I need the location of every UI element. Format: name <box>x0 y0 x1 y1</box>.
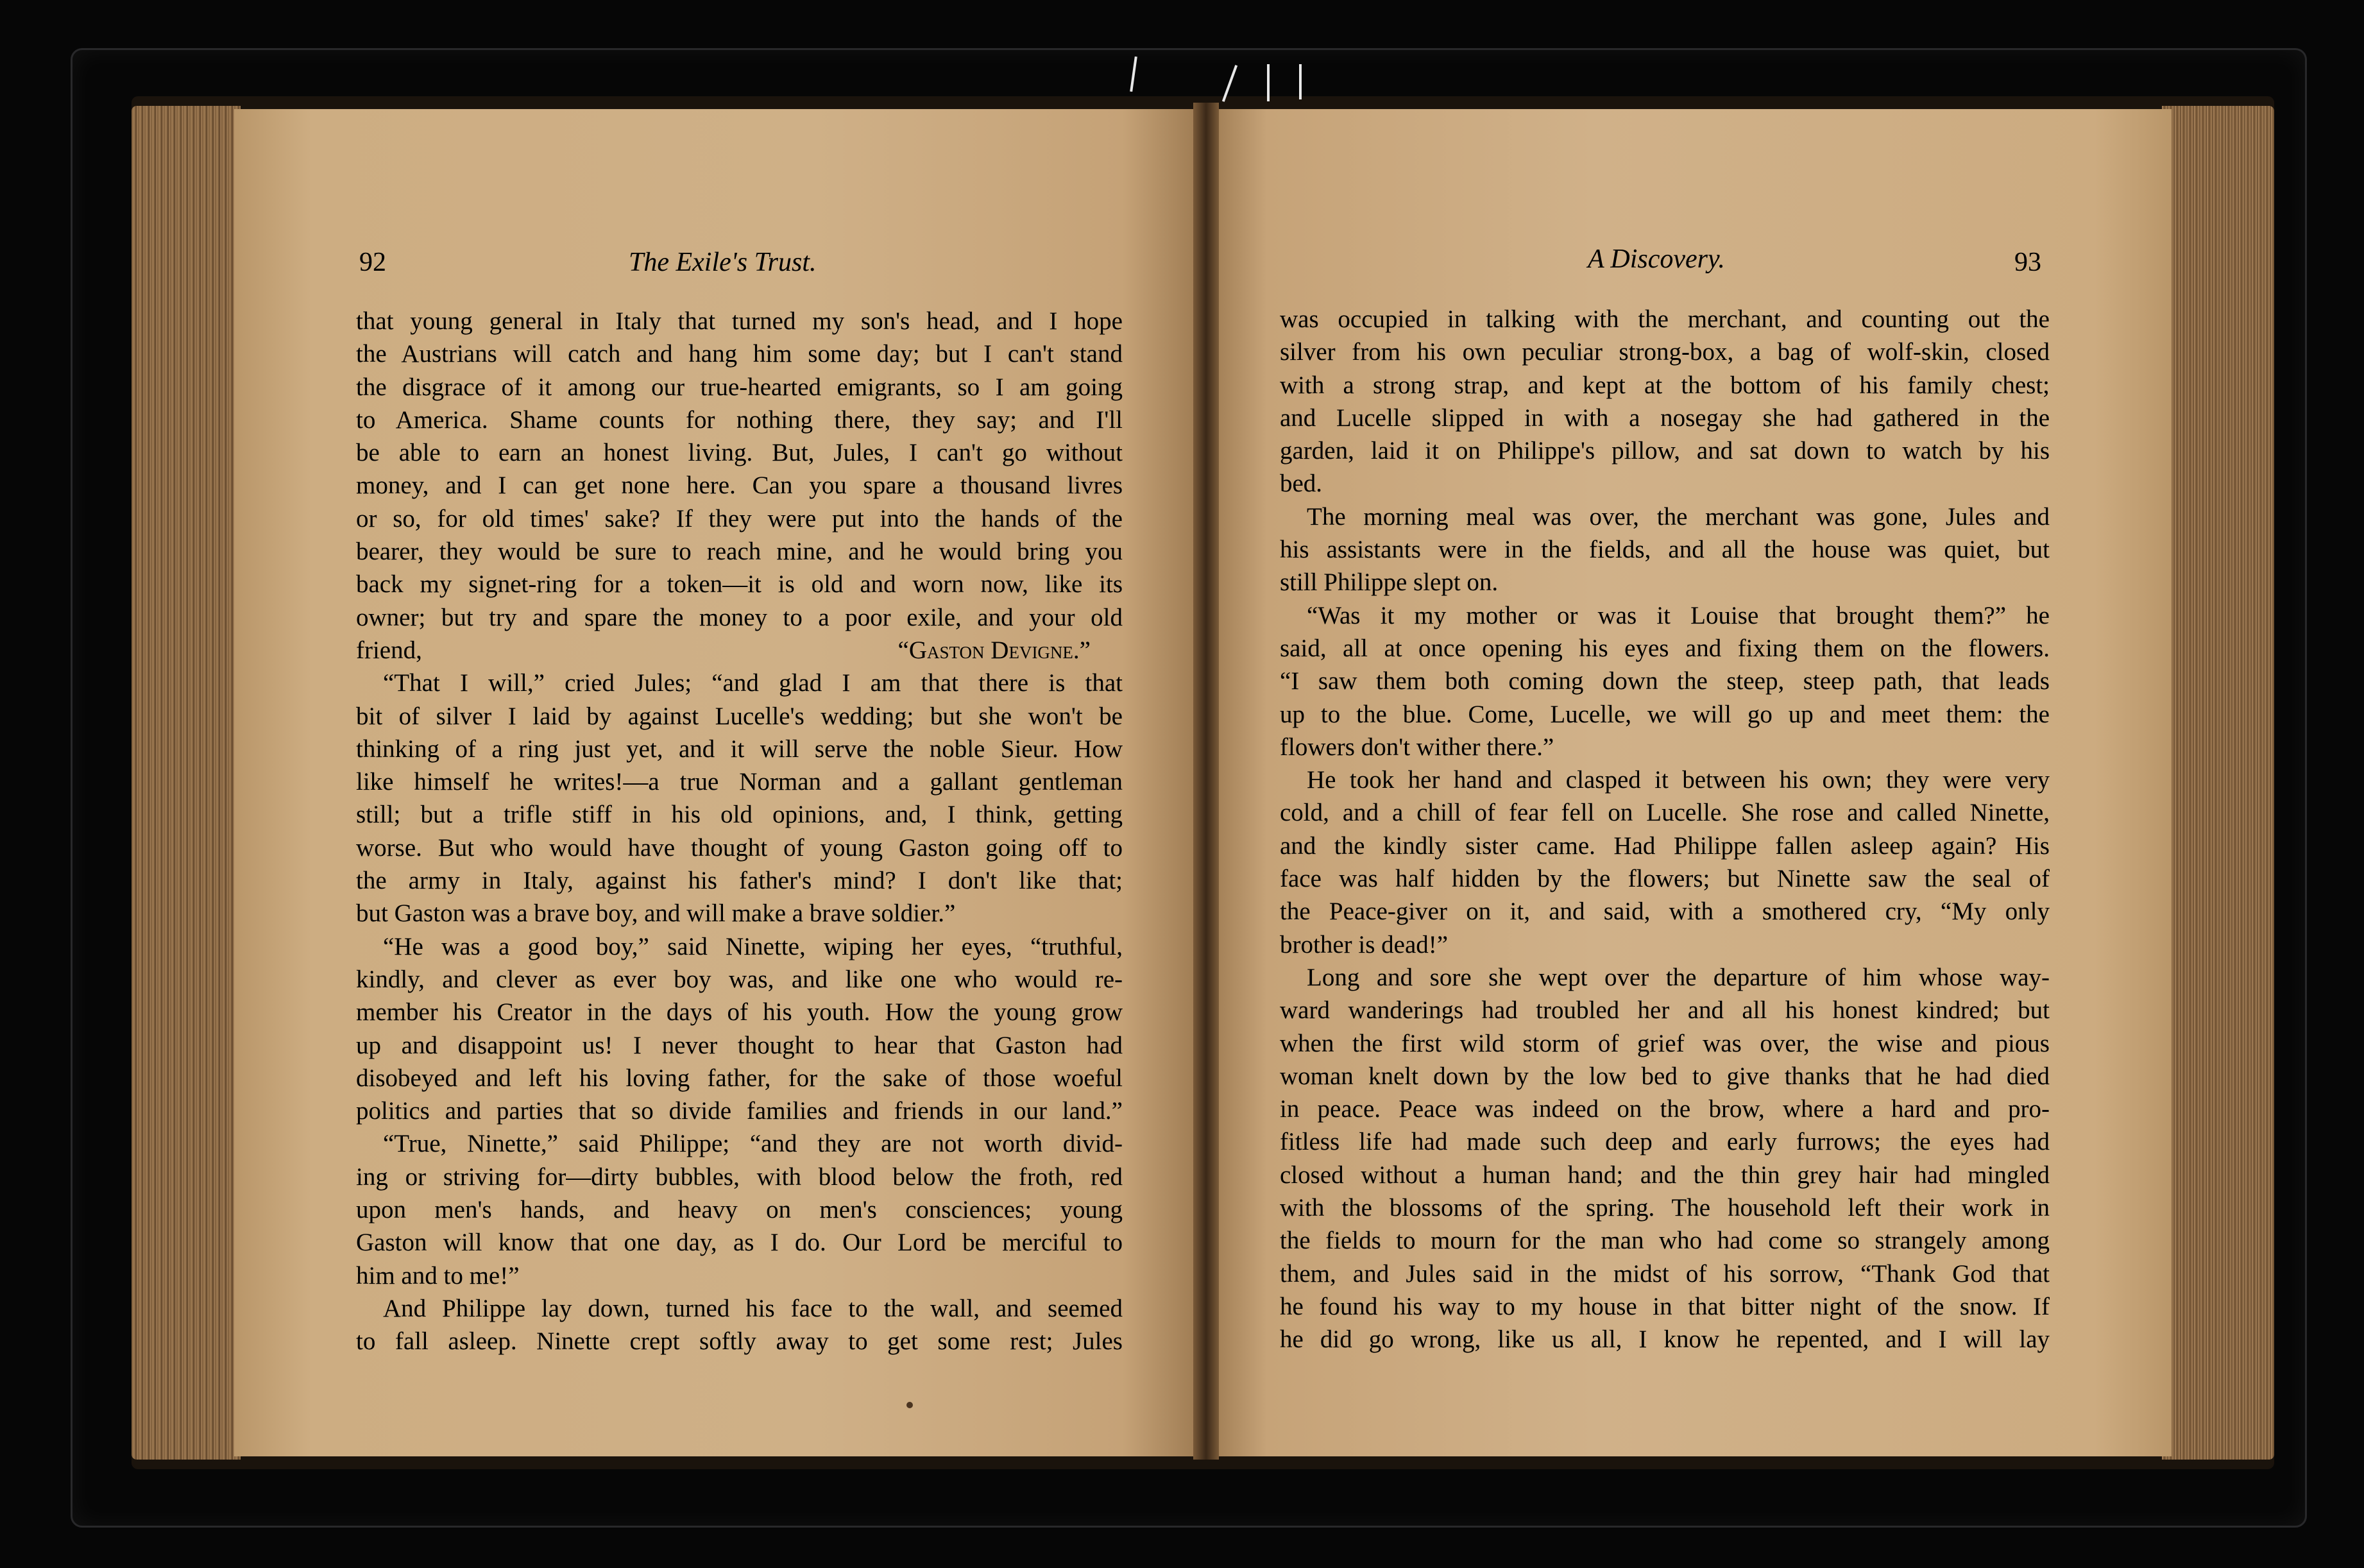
page-edges-left <box>132 106 241 1460</box>
text-line: And Philippe lay down, turned his face to the wall, and seemed <box>383 1294 1123 1322</box>
text-line: with the blossoms of the spring. The household left their work in <box>1280 1194 2050 1222</box>
running-title: A Discovery. <box>1588 244 1725 274</box>
book-gutter <box>1193 103 1219 1460</box>
signature-line <box>356 634 1123 667</box>
text-line: Long and sore she wept over the departure of him whose way- <box>1307 963 2050 991</box>
text-line: “Was it my mother or was it Louise that brought them?” he <box>1307 601 2050 629</box>
text-line: “He was a good boy,” said Ninette, wiping her eyes, “truthful, <box>383 932 1123 960</box>
text-line: the fields to mourn for the man who had come so strangely among <box>1280 1227 2050 1255</box>
text-line: worse. But who would have thought of young Gaston going off to <box>356 833 1123 862</box>
text-line: the disgrace of it among our true-hearted emigrants, so I am going <box>356 373 1123 401</box>
text-line: with a strong strap, and kept at the bottom of his family chest; <box>1280 371 2050 399</box>
text-line: was occupied in talking with the merchant, and counting out the <box>1280 305 2050 333</box>
text-line: said, all at once opening his eyes and fixing them on the flowers. <box>1280 634 2050 662</box>
text-line: and Lucelle slipped in with a nosegay she had gathered in the <box>1280 404 2050 432</box>
text-line: bit of silver I laid by against Lucelle's wedding; but she won't be <box>356 702 1123 730</box>
text-line: to America. Shame counts for nothing there, they say; and I'll <box>356 405 1123 434</box>
text-line: upon men's hands, and heavy on men's consciences; young <box>356 1196 1123 1224</box>
text-line: to fall asleep. Ninette crept softly away to get some rest; Jules <box>356 1327 1123 1356</box>
text-line: in peace. Peace was indeed on the brow, where a hard and pro- <box>1280 1095 2050 1123</box>
text-line: he found his way to my house in that bitter night of the snow. If <box>1280 1292 2050 1320</box>
text-line: bed. <box>1280 470 1323 498</box>
text-line: but Gaston was a brave boy, and will make a brave soldier.” <box>356 899 956 928</box>
text-line: flowers don't wither there.” <box>1280 733 1554 761</box>
text-line: ward wanderings had troubled her and all his honest kindred; but <box>1280 996 2050 1025</box>
text-line: cold, and a chill of fear fell on Lucelle. She rose and called Ninette, <box>1280 799 2050 827</box>
text-line: or so, for old times' sake? If they were put into the hands of the <box>356 504 1123 533</box>
text-line: “That I will,” cried Jules; “and glad I am that there is that <box>383 669 1123 697</box>
page-mark <box>906 1402 913 1408</box>
text-line: the Austrians will catch and hang him some day; but I can't stand <box>356 340 1123 368</box>
text-line: them, and Jules said in the midst of his sorrow, “Thank God that <box>1280 1259 2050 1288</box>
signature: “Gaston Devigne.” <box>897 636 1091 664</box>
text-line: politics and parties that so divide families and friends in our land.” <box>356 1097 1123 1125</box>
clip-mark <box>1299 64 1302 99</box>
text-line: woman knelt down by the low bed to give thanks that he had died <box>1280 1062 2050 1090</box>
clip-mark <box>1267 64 1270 101</box>
text-line: that young general in Italy that turned my son's head, and I hope <box>356 307 1123 335</box>
text-line: Gaston will know that one day, as I do. Our Lord be merciful to <box>356 1229 1123 1257</box>
text-line: bearer, they would be sure to reach mine, and he would bring you <box>356 538 1123 566</box>
text-line: brother is dead!” <box>1280 930 1449 959</box>
text-line: fitless life had made such deep and early furrows; the eyes had <box>1280 1128 2050 1156</box>
text-line: the Peace-giver on it, and said, with a smothered cry, “My only <box>1280 898 2050 926</box>
text-line: and the kindly sister came. Had Philippe fallen asleep again? His <box>1280 831 2050 860</box>
running-title: The Exile's Trust. <box>629 248 817 277</box>
text-line: “True, Ninette,” said Philippe; “and they are not worth divid- <box>383 1130 1123 1158</box>
page-number: 93 <box>2014 248 2041 277</box>
text-line: up to the blue. Come, Lucelle, we will go up and meet them: the <box>1280 700 2050 728</box>
text-line: silver from his own peculiar strong-box, a bag of wolf-skin, closed <box>1280 338 2050 366</box>
text-line: The morning meal was over, the merchant was gone, Jules and <box>1307 502 2050 531</box>
page-number: 92 <box>359 248 386 277</box>
right-running-title <box>1588 244 1725 275</box>
left-running-title <box>629 247 817 278</box>
text-line: He took her hand and clasped it between his own; they were very <box>1307 766 2050 794</box>
text-line: like himself he writes!—a true Norman and a gallant gentleman <box>356 768 1123 796</box>
text-line: face was half hidden by the flowers; but Ninette saw the seal of <box>1280 865 2050 893</box>
text-line: when the first wild storm of grief was over, the wise and pious <box>1280 1029 2050 1057</box>
text-line: be able to earn an honest living. But, Jules, I can't go without <box>356 439 1123 467</box>
text-line: kindly, and clever as ever boy was, and like one who would re- <box>356 965 1123 993</box>
text-line: still Philippe slept on. <box>1280 568 1499 597</box>
text-line: disobeyed and left his loving father, for the sake of those woeful <box>356 1064 1123 1092</box>
text-line: thinking of a ring just yet, and it will serve the noble Sieur. How <box>356 735 1123 763</box>
text-line: back my signet-ring for a token—it is old and worn now, like its <box>356 570 1123 599</box>
text-line: member his Creator in the days of his youth. How the young grow <box>356 998 1123 1027</box>
text-line: he did go wrong, like us all, I know he repented, and I will lay <box>1280 1325 2050 1354</box>
right-header <box>2014 247 2041 278</box>
text-line: “I saw them both coming down the steep, steep path, that leads <box>1280 667 2050 695</box>
left-page-text <box>356 305 1123 1358</box>
right-page-text <box>1280 303 2050 1356</box>
closing-word: friend, <box>356 636 422 664</box>
text-line: closed without a human hand; and the thin grey hair had mingled <box>1280 1161 2050 1189</box>
text-line: the army in Italy, against his father's mind? I don't like that; <box>356 867 1123 895</box>
text-line: his assistants were in the fields, and all the house was quiet, but <box>1280 536 2050 564</box>
text-line: ing or striving for—dirty bubbles, with blood below the froth, red <box>356 1163 1123 1191</box>
text-line: still; but a trifle stiff in his old opinions, and, I think, getting <box>356 801 1123 829</box>
text-line: him and to me!” <box>356 1261 520 1290</box>
text-line: owner; but try and spare the money to a poor exile, and your old <box>356 603 1123 631</box>
text-line: garden, laid it on Philippe's pillow, and sat down to watch by his <box>1280 437 2050 465</box>
left-header <box>359 247 386 278</box>
text-line: up and disappoint us! I never thought to hear that Gaston had <box>356 1031 1123 1059</box>
text-line: money, and I can get none here. Can you spare a thousand livres <box>356 472 1123 500</box>
page-edges-right <box>2162 106 2274 1460</box>
